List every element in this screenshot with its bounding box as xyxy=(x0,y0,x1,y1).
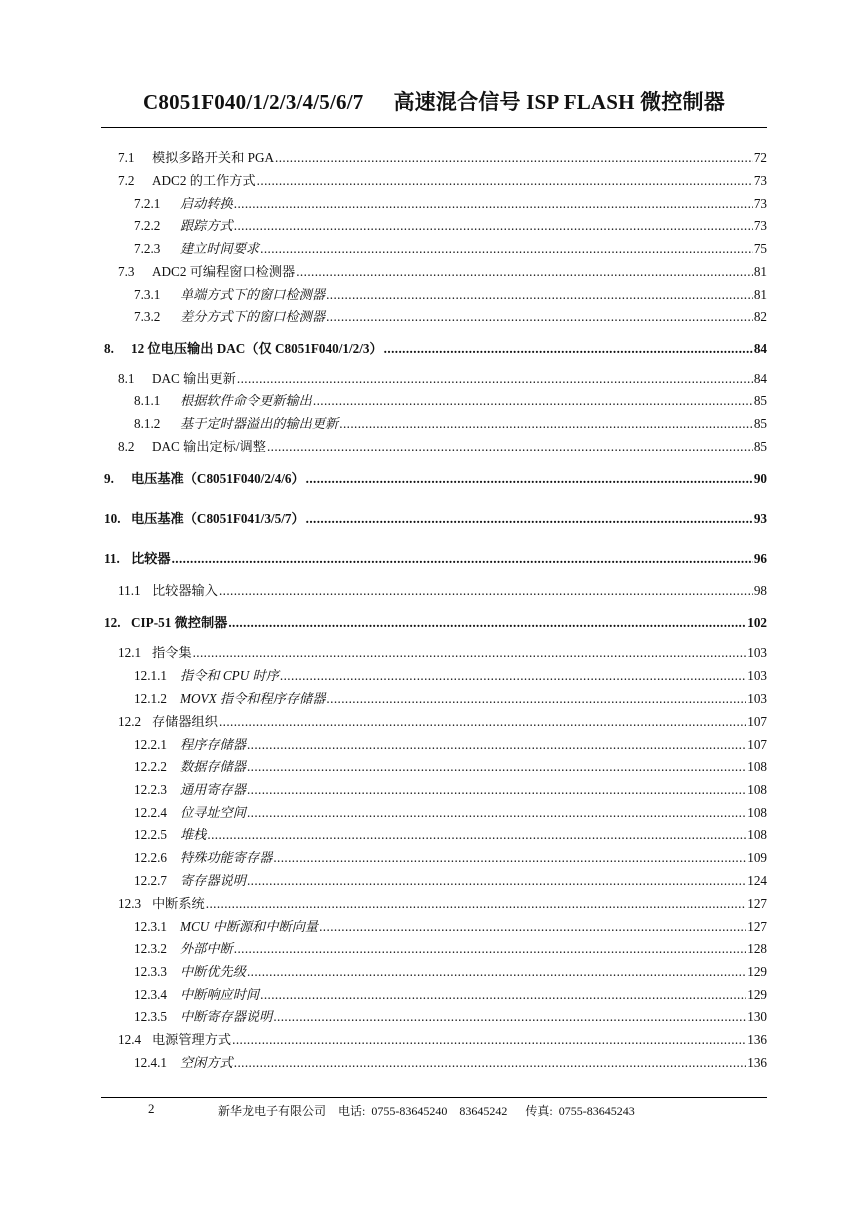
toc-entry-number: 12.3.2 xyxy=(134,941,167,956)
toc-dot-leader xyxy=(273,1009,746,1025)
toc-entry-number: 12.2.6 xyxy=(134,850,167,865)
toc-entry-number: 12.3.1 xyxy=(134,919,167,934)
toc-entry-number: 10. xyxy=(104,511,121,526)
toc-entry-number: 12.2.2 xyxy=(134,759,167,774)
toc-entry[interactable] xyxy=(134,734,767,754)
toc-entry[interactable] xyxy=(134,215,767,235)
toc-entry-number: 11. xyxy=(104,551,120,566)
toc-entry[interactable] xyxy=(134,779,767,799)
toc-entry[interactable] xyxy=(134,688,767,708)
toc-entry[interactable] xyxy=(134,756,767,776)
toc-entry-title: 空闲方式 xyxy=(180,1055,233,1070)
toc-entry-page: 107 xyxy=(747,714,767,729)
toc-entry-title: 比较器 xyxy=(131,551,171,566)
toc-dot-leader xyxy=(296,264,753,280)
toc-entry-number: 8. xyxy=(104,341,114,356)
toc-entry-title: 程序存储器 xyxy=(180,737,246,752)
toc-entry-number: 12.4.1 xyxy=(134,1055,167,1070)
toc-dot-leader xyxy=(247,805,746,821)
toc-entry-page: 129 xyxy=(747,987,767,1002)
toc-entry-title: 启动转换 xyxy=(180,196,233,211)
toc-entry-title: 根据软件命令更新输出 xyxy=(180,393,312,408)
toc-entry[interactable] xyxy=(104,508,767,528)
footer-phone2: 83645242 xyxy=(459,1104,508,1118)
toc-entry[interactable] xyxy=(118,642,767,662)
toc-entry-page: 128 xyxy=(747,941,767,956)
toc-entry-number: 7.2.1 xyxy=(134,196,161,211)
toc-dot-leader xyxy=(234,1055,746,1071)
page-footer xyxy=(0,1101,868,1119)
toc-entry-number: 12.4 xyxy=(118,1032,142,1047)
toc-entry[interactable] xyxy=(134,938,767,958)
toc-entry[interactable] xyxy=(118,580,767,600)
toc-entry-number: 12.1 xyxy=(118,645,142,660)
toc-entry[interactable] xyxy=(134,824,767,844)
footer-contact xyxy=(218,1102,635,1119)
toc-entry-page: 129 xyxy=(747,964,767,979)
toc-entry[interactable] xyxy=(118,893,767,913)
toc-dot-leader xyxy=(247,964,746,980)
toc-entry-title: 中断寄存器说明 xyxy=(180,1009,273,1024)
toc-entry-number: 12.2.3 xyxy=(134,782,167,797)
toc-dot-leader xyxy=(219,714,746,730)
toc-entry-title: 外部中断 xyxy=(180,941,233,956)
toc-entry-page: 96 xyxy=(753,551,767,566)
toc-entry-page: 85 xyxy=(753,393,767,408)
footer-fax: 0755-83645243 xyxy=(558,1104,635,1118)
toc-entry[interactable] xyxy=(104,548,767,568)
toc-dot-leader xyxy=(247,873,746,889)
toc-entry-number: 12.3 xyxy=(118,896,142,911)
toc-entry-title: 中断响应时间 xyxy=(180,987,260,1002)
toc-entry-number: 12.1.2 xyxy=(134,691,167,706)
toc-entry-page: 82 xyxy=(753,309,767,324)
toc-dot-leader xyxy=(384,341,753,357)
toc-entry[interactable] xyxy=(118,436,767,456)
toc-entry[interactable] xyxy=(134,390,767,410)
toc-entry-number: 9. xyxy=(104,471,114,486)
toc-entry-page: 85 xyxy=(753,439,767,454)
toc-entry-title: 堆栈 xyxy=(180,827,207,842)
toc-entry-number: 8.2 xyxy=(118,439,135,454)
toc-dot-leader xyxy=(313,393,753,409)
toc-entry[interactable] xyxy=(134,1052,767,1072)
toc-dot-leader xyxy=(275,150,753,166)
toc-entry-page: 73 xyxy=(753,173,767,188)
toc-entry-number: 12.3.3 xyxy=(134,964,167,979)
toc-entry[interactable] xyxy=(118,261,767,281)
toc-entry-page: 98 xyxy=(753,583,767,598)
toc-entry[interactable] xyxy=(104,338,767,358)
toc-entry-number: 12.1.1 xyxy=(134,668,167,683)
toc-entry-page: 90 xyxy=(753,471,767,486)
toc-entry[interactable] xyxy=(118,147,767,167)
footer-phone-label: 电话: xyxy=(338,1104,366,1118)
toc-entry-title: 模拟多路开关和 PGA xyxy=(152,150,274,165)
toc-entry-title: 比较器输入 xyxy=(152,583,218,598)
toc-entry-title: 电压基准（C8051F041/3/5/7） xyxy=(131,511,305,526)
toc-dot-leader xyxy=(260,987,746,1003)
header-model: C8051F040/1/2/3/4/5/6/7 xyxy=(143,90,364,114)
toc-entry-number: 12.3.4 xyxy=(134,987,167,1002)
toc-entry-number: 12.3.5 xyxy=(134,1009,167,1024)
toc-dot-leader xyxy=(247,782,746,798)
toc-entry-title: 寄存器说明 xyxy=(180,873,246,888)
toc-entry-number: 12.2.4 xyxy=(134,805,167,820)
toc-entry-title: DAC 输出定标/调整 xyxy=(152,439,266,454)
toc-dot-leader xyxy=(228,615,746,631)
toc-entry-page: 73 xyxy=(753,218,767,233)
toc-entry-page: 73 xyxy=(753,196,767,211)
toc-dot-leader xyxy=(280,668,746,684)
toc-dot-leader xyxy=(326,691,746,707)
toc-entry[interactable] xyxy=(134,961,767,981)
toc-entry[interactable] xyxy=(134,413,767,433)
toc-entry[interactable] xyxy=(104,468,767,488)
toc-entry-title: 通用寄存器 xyxy=(180,782,246,797)
toc-dot-leader xyxy=(257,173,753,189)
toc-entry[interactable] xyxy=(134,1006,767,1026)
toc-entry-page: 130 xyxy=(747,1009,767,1024)
toc-entry[interactable] xyxy=(134,238,767,258)
toc-entry-number: 12. xyxy=(104,615,121,630)
toc-entry-page: 127 xyxy=(747,896,767,911)
toc-entry-page: 108 xyxy=(747,827,767,842)
toc-entry-title: 12 位电压输出 DAC（仅 C8051F040/1/2/3） xyxy=(131,341,383,356)
toc-entry-title: 单端方式下的窗口检测器 xyxy=(180,287,326,302)
toc-entry-number: 7.2.2 xyxy=(134,218,161,233)
toc-entry-title: 指令集 xyxy=(152,645,192,660)
toc-entry-page: 75 xyxy=(753,241,767,256)
toc-entry-title: 跟踪方式 xyxy=(180,218,233,233)
toc-entry-title: 电源管理方式 xyxy=(152,1032,232,1047)
toc-entry-page: 108 xyxy=(747,759,767,774)
toc-entry-number: 7.2 xyxy=(118,173,135,188)
toc-dot-leader xyxy=(247,737,746,753)
toc-entry-page: 109 xyxy=(747,850,767,865)
toc-entry-title: MOVX 指令和程序存储器 xyxy=(180,691,326,706)
toc-entry[interactable] xyxy=(118,170,767,190)
toc-dot-leader xyxy=(326,287,753,303)
toc-entry-page: 93 xyxy=(753,511,767,526)
toc-entry-title: 基于定时器溢出的输出更新 xyxy=(180,416,339,431)
footer-fax-label: 传真: xyxy=(525,1104,553,1118)
toc-dot-leader xyxy=(234,941,746,957)
toc-dot-leader xyxy=(193,645,747,661)
toc-dot-leader xyxy=(319,919,746,935)
toc-entry-page: 85 xyxy=(753,416,767,431)
toc-entry-title: 位寻址空间 xyxy=(180,805,246,820)
toc-entry-page: 84 xyxy=(753,341,767,356)
footer-divider xyxy=(101,1097,767,1098)
toc-dot-leader xyxy=(237,371,753,387)
footer-company: 新华龙电子有限公司 xyxy=(218,1104,327,1118)
toc-entry[interactable] xyxy=(134,306,767,326)
toc-dot-leader xyxy=(232,1032,746,1048)
toc-entry-page: 81 xyxy=(753,264,767,279)
toc-entry-page: 124 xyxy=(747,873,767,888)
toc-entry-title: DAC 输出更新 xyxy=(152,371,236,386)
toc-entry-page: 103 xyxy=(747,691,767,706)
toc-dot-leader xyxy=(260,241,753,257)
toc-entry-number: 12.2 xyxy=(118,714,142,729)
toc-entry-title: 差分方式下的窗口检测器 xyxy=(180,309,326,324)
toc-entry-number: 11.1 xyxy=(118,583,141,598)
toc-entry-page: 108 xyxy=(747,805,767,820)
toc-entry-title: 数据存储器 xyxy=(180,759,246,774)
toc-entry[interactable] xyxy=(134,802,767,822)
toc-entry[interactable] xyxy=(134,284,767,304)
toc-dot-leader xyxy=(207,827,746,843)
toc-entry-number: 7.1 xyxy=(118,150,135,165)
footer-page-number: 2 xyxy=(148,1101,155,1116)
toc-entry[interactable] xyxy=(134,984,767,1004)
toc-entry-page: 84 xyxy=(753,371,767,386)
toc-entry-page: 108 xyxy=(747,782,767,797)
toc-dot-leader xyxy=(326,309,753,325)
toc-dot-leader xyxy=(172,551,753,567)
toc-dot-leader xyxy=(267,439,753,455)
toc-entry[interactable] xyxy=(134,847,767,867)
toc-entry-page: 127 xyxy=(747,919,767,934)
toc-entry-title: 指令和 CPU 时序 xyxy=(180,668,279,683)
toc-dot-leader xyxy=(306,511,753,527)
toc-dot-leader xyxy=(234,218,753,234)
toc-dot-leader xyxy=(219,583,753,599)
footer-phone: 0755-83645240 xyxy=(371,1104,448,1118)
toc-entry-number: 12.2.5 xyxy=(134,827,167,842)
toc-entry[interactable] xyxy=(134,916,767,936)
toc-entry[interactable] xyxy=(104,612,767,632)
toc-entry-title: 中断系统 xyxy=(152,896,205,911)
toc-entry-page: 81 xyxy=(753,287,767,302)
toc-entry-number: 8.1.2 xyxy=(134,416,161,431)
toc-entry-number: 8.1 xyxy=(118,371,135,386)
toc-entry-number: 7.3.2 xyxy=(134,309,161,324)
toc-entry[interactable] xyxy=(134,870,767,890)
toc-dot-leader xyxy=(234,196,753,212)
toc-entry-page: 102 xyxy=(747,615,767,630)
toc-entry-number: 7.3 xyxy=(118,264,135,279)
toc-entry-page: 136 xyxy=(747,1032,767,1047)
toc-entry-title: CIP-51 微控制器 xyxy=(131,615,228,630)
toc-entry-title: 特殊功能寄存器 xyxy=(180,850,273,865)
toc-entry-number: 12.2.1 xyxy=(134,737,167,752)
toc-entry-number: 7.2.3 xyxy=(134,241,161,256)
toc-entry-title: ADC2 可编程窗口检测器 xyxy=(152,264,296,279)
toc-entry-page: 103 xyxy=(747,645,767,660)
toc-dot-leader xyxy=(339,416,753,432)
toc-entry-title: MCU 中断源和中断向量 xyxy=(180,919,319,934)
toc-entry-page: 136 xyxy=(747,1055,767,1070)
toc-entry-number: 7.3.1 xyxy=(134,287,161,302)
toc-entry[interactable] xyxy=(118,711,767,731)
toc-entry-title: 存储器组织 xyxy=(152,714,218,729)
toc-entry[interactable] xyxy=(134,665,767,685)
toc-dot-leader xyxy=(206,896,746,912)
header-product-title: 高速混合信号 ISP FLASH 微控制器 xyxy=(393,90,725,114)
toc-entry[interactable] xyxy=(134,193,767,213)
toc-entry-title: ADC2 的工作方式 xyxy=(152,173,256,188)
toc-entry-page: 107 xyxy=(747,737,767,752)
toc-entry-title: 建立时间要求 xyxy=(180,241,260,256)
toc-dot-leader xyxy=(306,471,753,487)
toc-entry-title: 电压基准（C8051F040/2/4/6） xyxy=(131,471,305,486)
toc-entry[interactable] xyxy=(118,368,767,388)
toc-entry-number: 12.2.7 xyxy=(134,873,167,888)
toc-entry[interactable] xyxy=(118,1029,767,1049)
toc-dot-leader xyxy=(247,759,746,775)
toc-entry-number: 8.1.1 xyxy=(134,393,161,408)
toc-entry-page: 103 xyxy=(747,668,767,683)
toc-dot-leader xyxy=(273,850,746,866)
toc-entry-title: 中断优先级 xyxy=(180,964,246,979)
toc-entry-page: 72 xyxy=(753,150,767,165)
